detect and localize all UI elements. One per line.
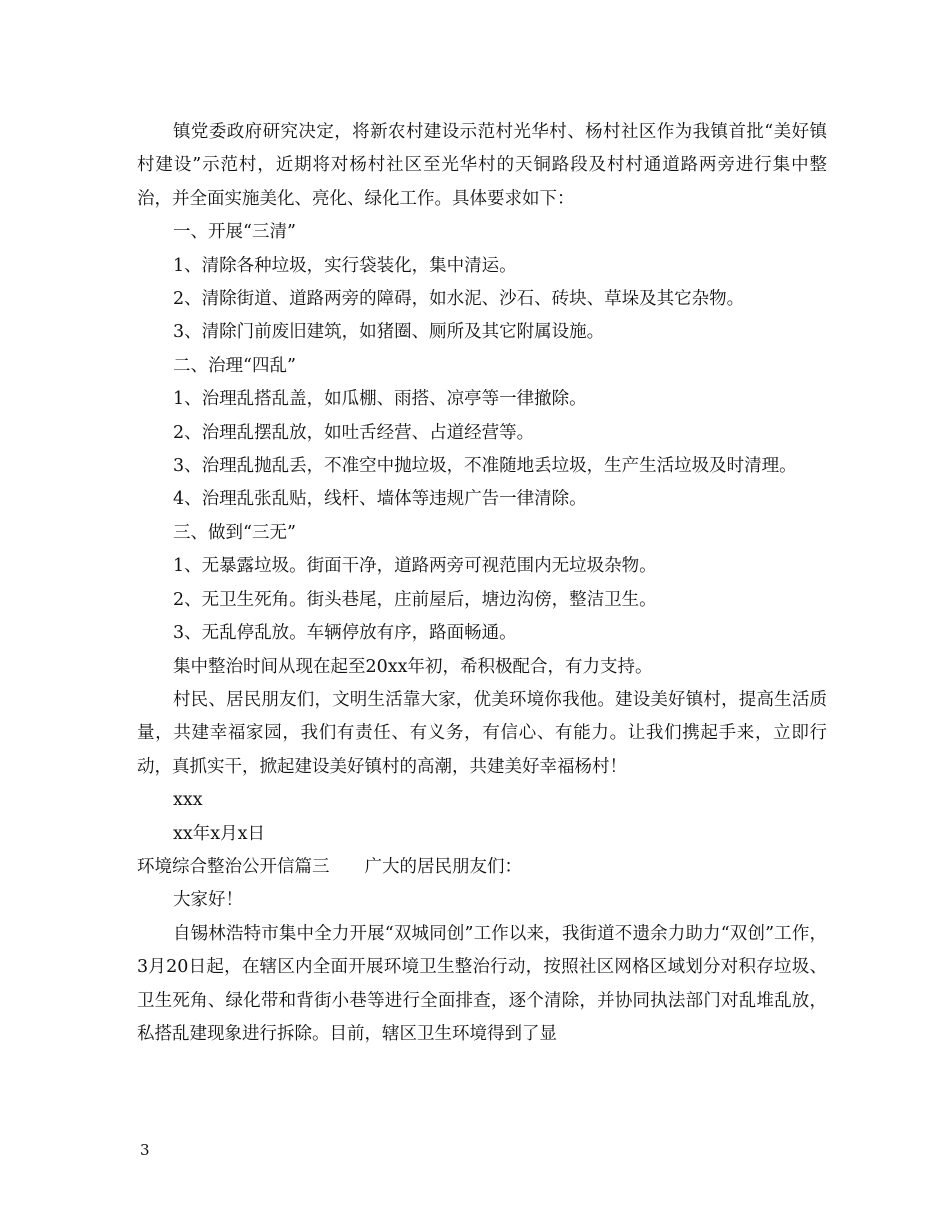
date-line: xx年x月x日 — [173, 823, 265, 844]
list-item: 2、无卫生死角。街头巷尾，庄前屋后，塘边沟傍，整洁卫生。 — [173, 589, 657, 610]
page-number: 3 — [140, 1141, 150, 1159]
paragraph: 自锡林浩特市集中全力开展“双城同创”工作以来，我街道不遗余力助力“双创”工作，3月20日起，在辖区内全面开展环境卫生整治行动，按照社区网格区域划分对积存垃圾、卫生死角、绿化带和背街小巷等进行全面排查，逐个清除，并协同执法部门对乱堆乱放，私搭乱建现象进行拆除。目前，辖区卫生环境得到了显 — [137, 923, 827, 1044]
section-heading: 一、开展“三清” — [173, 222, 296, 243]
paragraph: 村民、居民朋友们，文明生活靠大家，优美环境你我他。建设美好镇村，提高生活质量，共建幸福家园，我们有责任、有义务，有信心、有能力。让我们携起手来，立即行动，真抓实干，掀起建设美好镇村的高潮，共建美好幸福杨村！ — [137, 689, 827, 777]
signature: xxx — [173, 790, 203, 811]
list-item: 1、治理乱搭乱盖，如瓜棚、雨搭、凉亭等一律撤除。 — [173, 389, 587, 410]
greeting: 大家好！ — [173, 890, 243, 911]
letter-title: 环境综合整治公开信篇三 广大的居民朋友们： — [137, 856, 522, 877]
section-heading: 二、治理“四乱” — [173, 355, 296, 376]
list-item: 3、治理乱抛乱丢，不准空中抛垃圾，不准随地丢垃圾，生产生活垃圾及时清理。 — [173, 456, 797, 477]
list-item: 1、清除各种垃圾，实行袋装化，集中清运。 — [173, 255, 517, 276]
paragraph: 镇党委政府研究决定，将新农村建设示范村光华村、杨村社区作为我镇首批“美好镇村建设”示范村，近期将对杨村社区至光华村的天铜路段及村村通道路两旁进行集中整治，并全面实施美化、亮化、绿化工作。具体要求如下： — [137, 122, 827, 209]
list-item: 4、治理乱张乱贴，线杆、墙体等违规广告一律清除。 — [173, 489, 587, 510]
list-item: 3、无乱停乱放。车辆停放有序，路面畅通。 — [173, 623, 517, 644]
document-body — [137, 116, 827, 1051]
list-item: 2、清除街道、道路两旁的障碍，如水泥、沙石、砖块、草垛及其它杂物。 — [173, 289, 745, 310]
list-item: 1、无暴露垃圾。街面干净，道路两旁可视范围内无垃圾杂物。 — [173, 556, 657, 577]
list-item: 3、清除门前废旧建筑，如猪圈、厕所及其它附属设施。 — [173, 322, 605, 343]
list-item: 2、治理乱摆乱放，如吐舌经营、占道经营等。 — [173, 422, 535, 443]
section-heading: 三、做到“三无” — [173, 522, 296, 543]
paragraph: 集中整治时间从现在起至20xx年初，希积极配合，有力支持。 — [173, 656, 653, 677]
